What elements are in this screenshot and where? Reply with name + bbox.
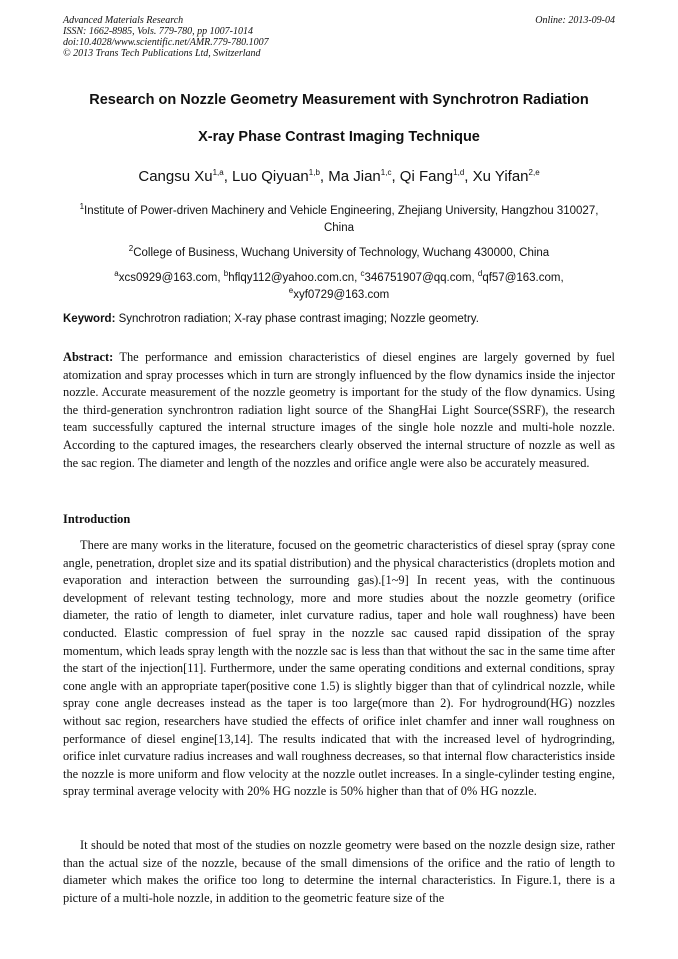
keywords <box>63 313 623 325</box>
affiliation-text: Institute of Power-driven Machinery and Vehicle Engineering, Zhejiang University, Hangzhou 310027, China <box>84 205 599 234</box>
affiliation-sup: 1 <box>79 202 85 212</box>
author-sup: 1,c <box>380 168 392 177</box>
email-address: qf57@163.com <box>482 272 561 284</box>
author-sup: 1,a <box>212 168 224 177</box>
abstract <box>63 349 615 472</box>
online-date: Online: 2013-09-04 <box>535 15 615 26</box>
doi-line: doi:10.4028/www.scientific.net/AMR.779-780.1007 <box>63 37 269 48</box>
keywords-label: Keyword: <box>63 313 116 325</box>
email-address: xyf0729@163.com <box>293 289 390 301</box>
issn-line: ISSN: 1662-8985, Vols. 779-780, pp 1007-1014 <box>63 26 253 37</box>
affiliation-sup: 2 <box>128 244 134 254</box>
author-sup: 2,e <box>528 168 540 177</box>
email-sup: d <box>477 269 483 279</box>
introduction-heading: Introduction <box>63 512 131 526</box>
copyright-line: © 2013 Trans Tech Publications Ltd, Switzerland <box>63 48 261 59</box>
abstract-label: Abstract: <box>63 350 114 364</box>
author-name: Luo Qiyuan <box>232 168 309 185</box>
email-sup: b <box>223 269 229 279</box>
author-list: Cangsu Xu$^{1,a}$, Luo Qiyuan$^{1,b}$, Ma Jian$^{1,c}$, Qi Fang$^{1,d}$, Xu Yifan$^{2,e}$ <box>138 168 540 185</box>
author-sup: 1,b <box>308 168 320 177</box>
journal-header <box>63 15 615 59</box>
email-sup: c <box>360 269 365 279</box>
author-name: Cangsu Xu <box>138 168 213 185</box>
journal-name: Advanced Materials Research <box>63 15 184 26</box>
introduction-paragraph-1: There are many works in the literature, focused on the geometric characteristics of diesel spray (spray cone angle, penetration, droplet size and its spatial distribution) and the physical characteristics (droplets motion and evaporation and interaction between the surrounding gas).[1~9] In recent yeas, with the continuous development of relevant testing technology, more and more studies about the nozzle geometry (orifice diameter, the ratio of length to diameter, inlet curvature radius, taper and hole wall roughness) have been conducted. Elastic compression of fuel spray in the nozzle sac caused rapid dissipation of the spray momentum, which leads spray length with the nozzle sac is less than that without the sac in the same time after the start of the injection[11]. Furthermore, under the same operating conditions and external conditions, spray cone angle with an appropriate taper(positive cone 1.5) is slightly bigger than that of cylindrical nozzle, while spray cone angle decreases instead as the taper is too large(more than 2). For hydroground(HG) nozzles without sac region, researchers have studied the effects of orifice inlet chamfer and inner wall roughness on performance of diesel engine[13,14]. The results indicated that with the increased level of hydrogrinding, orifice inlet curvature radius increases and wall roughness decreases, so that internal flow characteristics inside the nozzle is more uniform and flow velocity at the nozzle outlet increases. In a single-cylinder testing engine, spray terminal average velocity with 20% HG nozzle is 50% higher than that of 0% HG nozzle. <box>63 538 615 799</box>
email-address: hflqy112@yahoo.com.cn <box>228 272 355 284</box>
author-name: Qi Fang <box>399 168 454 185</box>
email-address: xcs0929@163.com <box>118 272 218 284</box>
author-name: Ma Jian <box>328 168 381 185</box>
paper-title-line-2: X-ray Phase Contrast Imaging Technique <box>198 129 480 145</box>
affiliation-text: College of Business, Wuchang University of Technology, Wuchang 430000, China <box>133 247 550 259</box>
email-sup: e <box>288 286 294 296</box>
email-sup: a <box>114 269 119 279</box>
introduction-paragraph-2: It should be noted that most of the studies on nozzle geometry were based on the nozzle design size, rather than the actual size of the nozzle, because of the small dimensions of the orifice and the ratio of length to diameter which makes the orifice too long to determine the internal characteristics. In Figure.1, there is a picture of a multi-hole nozzle, in addition to the geometric feature size of the <box>63 838 615 905</box>
keywords-text: Synchrotron radiation; X-ray phase contrast imaging; Nozzle geometry. <box>118 313 479 325</box>
abstract-text: The performance and emission characteristics of diesel engines are largely governed by fuel atomization and spray processes which in turn are strongly influenced by the flow dynamics inside the injector nozzle. Accurate measurement of the nozzle geometry is important for the study of the flow dynamics. Using the third-generation synchrontron radiation light source of the ShangHai Light Source(SSRF), the research team successfully captured the internal structure images of the single hole nozzle and multi-hole nozzle. According to the captured images, the researchers clearly observed the internal structure of nozzle as well as the sac region. The diameter and length of the nozzles and orifice angle were also be accurately measured. <box>63 350 616 470</box>
paper-title-line-1: Research on Nozzle Geometry Measurement with Synchrotron Radiation <box>89 92 589 108</box>
author-sup: 1,d <box>453 168 465 177</box>
author-name: Xu Yifan <box>472 168 529 185</box>
email-address: 346751907@qq.com <box>364 272 472 284</box>
email-list: $^a$xcs0929@163.com, $^b$hflqy112@yahoo.com.cn, $^c$346751907@qq.com, $^d$qf57@163.com, $^e$xyf0729@163.com <box>114 269 564 301</box>
affiliation-1 <box>63 203 615 237</box>
affiliation-2 <box>63 245 615 262</box>
